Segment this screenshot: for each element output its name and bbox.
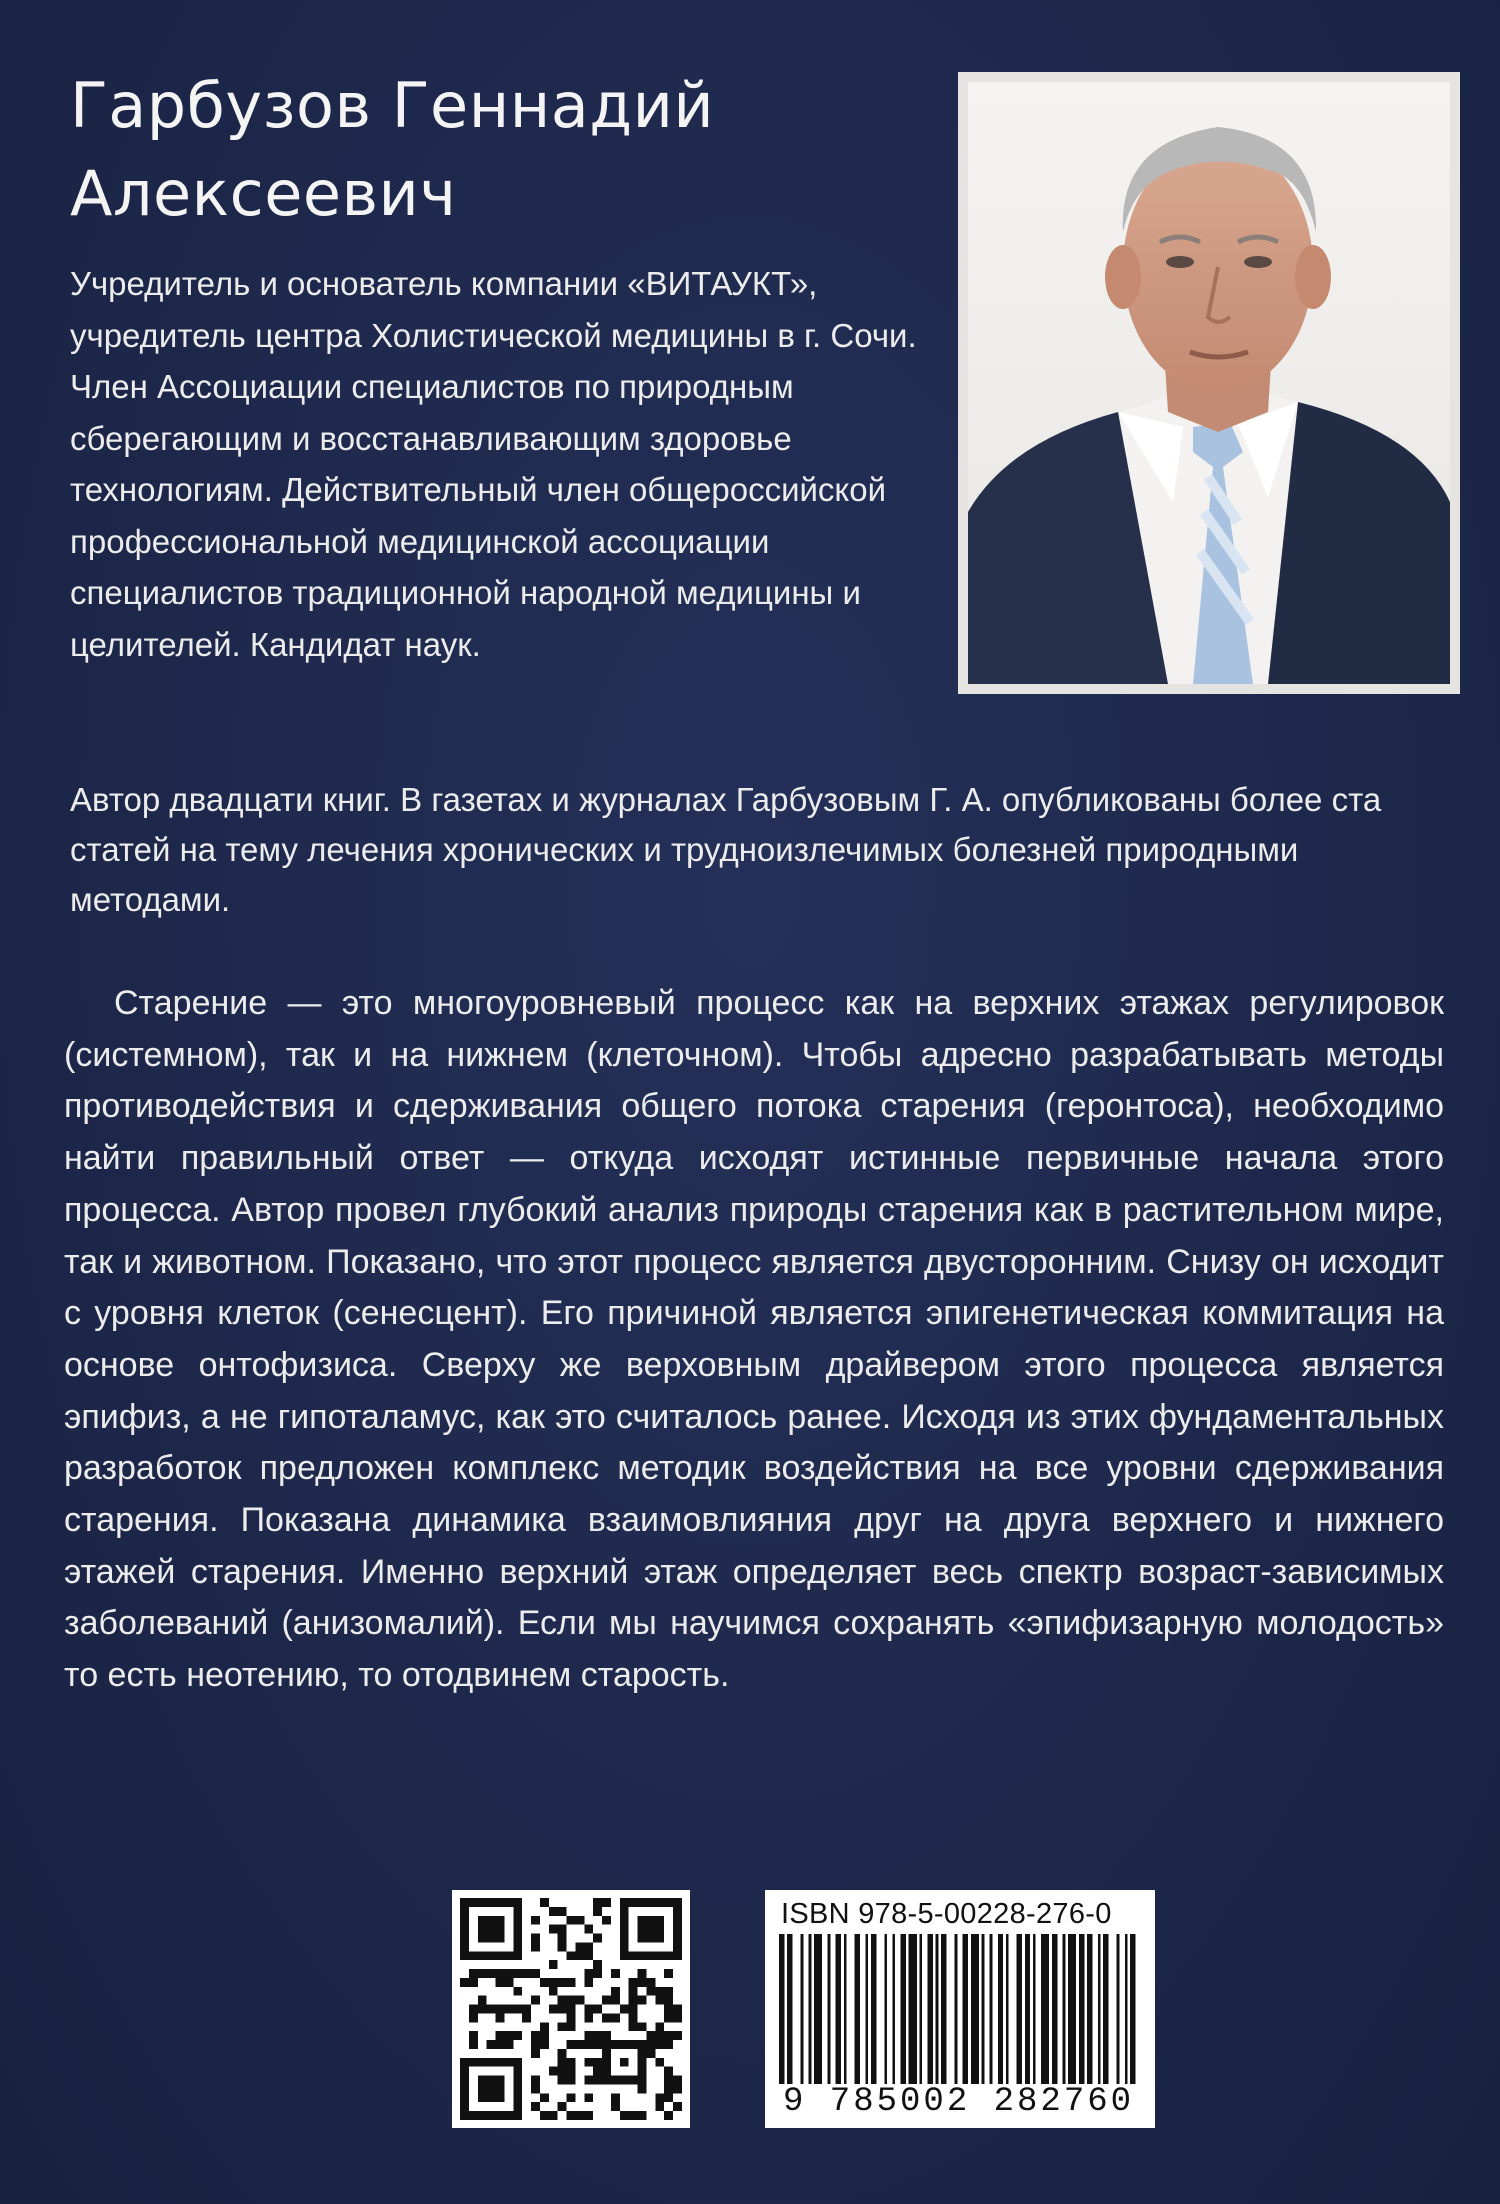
book-abstract: Старение — это многоуровневый процесс как на верхних этажах регулировок (системном), так и на нижнем (клеточном). Чтобы адресно разрабатывать методы противодействия и сдерживания общего потока старения (геронтоса), необходимо найти правильный ответ — откуда исходят истинные первичные начала этого процесса. Автор провел глубокий анализ природы старения как в растительном мире, так и животном. Показано, что этот процесс является двусторонним. Снизу он исходит с уровня клеток (сенесцент). Его причиной является эпигенетическая коммитация на основе онтофизиса. Сверху же верховным драйвером этого процесса является эпифиз, а не гипоталамус, как это считалось ранее. Исходя из этих фундаментальных разработок предложен комплекс методик воздействия на все уровни сдерживания старения. Показана динамика взаимовлияния друг на друга верхнего и нижнего этажей старения. Именно верхний этаж определяет весь спектр возраст-зависимых заболеваний (анизомалий). Если мы научимся сохранять «эпифизарную молодость» то есть неотению, то отодвинем старость. bbox=[64, 984, 1444, 1695]
qr-code-icon bbox=[460, 1898, 682, 2120]
portrait-illustration bbox=[968, 82, 1450, 684]
isbn-label: ISBN 978-5-00228-276-0 bbox=[781, 1898, 1112, 1930]
author-name bbox=[70, 62, 930, 238]
qr-code bbox=[452, 1890, 690, 2128]
author-works: Автор двадцати книг. В газетах и журналах Гарбузовым Г. А. опубликованы более ста статей на тему лечения хронических и трудноизлечимых болезней природными методами. bbox=[70, 781, 1382, 918]
isbn-barcode bbox=[765, 1890, 1155, 2128]
author-name-line2: Алексеевич bbox=[70, 157, 457, 230]
author-bio: Учредитель и основатель компании «ВИТАУКТ», учредитель центра Холистической медицины в г. Сочи. Член Ассоциации специалистов по природным сберегающим и восстанавливающим здоровье технологиям. Действительный член общероссийской профессиональной медицинской ассоциации специалистов традиционной народной медицины и целителей. Кандидат наук. bbox=[70, 265, 917, 663]
author-photo bbox=[958, 72, 1460, 694]
isbn-digits: 9 785002 282760 bbox=[783, 2083, 1135, 2121]
author-name-line1: Гарбузов Геннадий bbox=[70, 69, 715, 142]
barcode-icon bbox=[779, 1934, 1141, 2084]
